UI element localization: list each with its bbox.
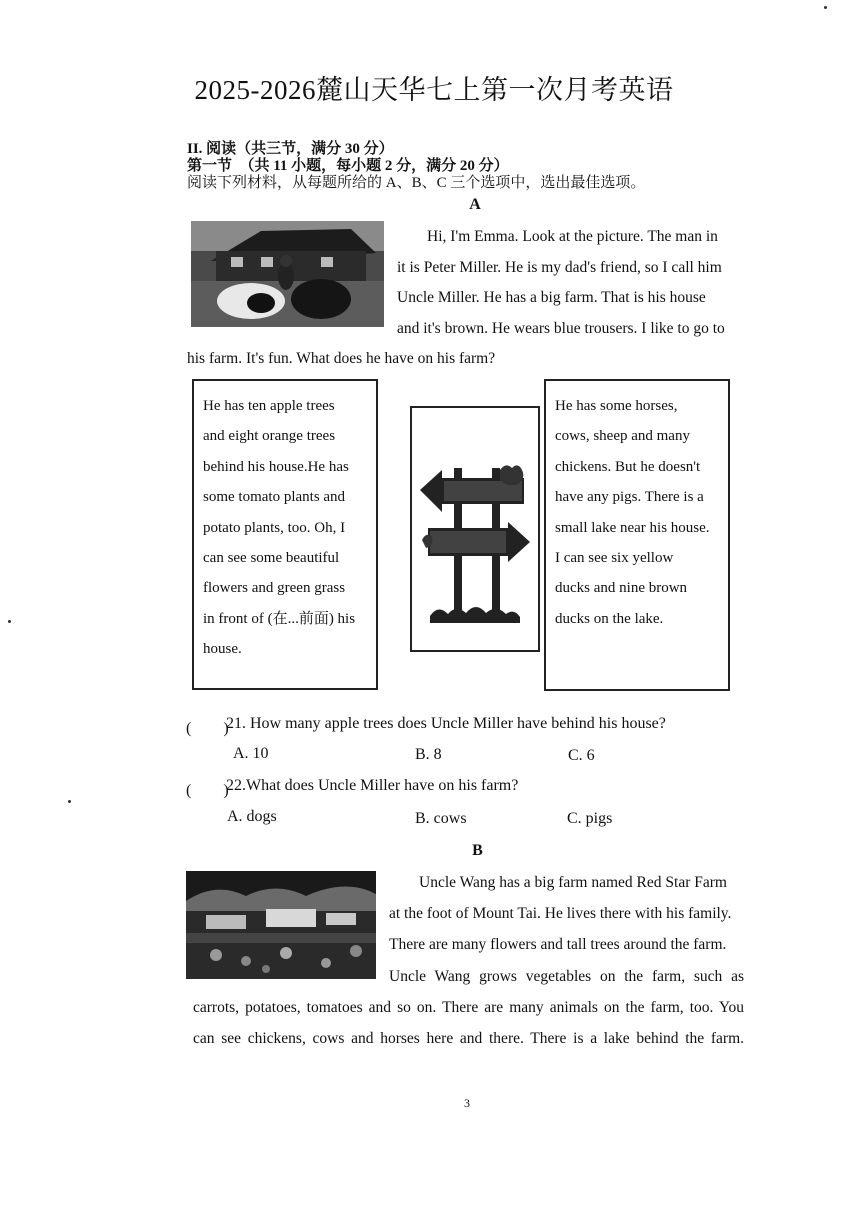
red-star-farm-photo: [186, 871, 376, 979]
right-box-line: ducks on the lake.: [555, 610, 664, 627]
section-heading: II. 阅读（共三节，满分 30 分）: [187, 141, 394, 157]
q21-option-b[interactable]: B. 8: [415, 746, 442, 763]
scan-speck: [68, 800, 71, 803]
left-box-line: He has ten apple trees: [203, 398, 335, 414]
left-box-line: house.: [203, 641, 242, 658]
left-box-line: some tomato plants and: [203, 489, 346, 506]
left-box-line: potato plants, too. Oh, I: [203, 519, 346, 536]
right-box-line: small lake near his house.: [555, 519, 710, 536]
passage-a-line-4: and it's brown. He wears blue trousers. I like to go to: [397, 320, 725, 337]
passage-b-line-1: Uncle Wang has a big farm named Red Star Farm: [419, 874, 727, 891]
passage-b-label: B: [472, 842, 483, 859]
right-box-line: I can see six yellow: [555, 550, 674, 567]
left-box-line: behind his house.He has: [203, 458, 349, 475]
passage-b-line-2: at the foot of Mount Tai. He lives there with his family.: [389, 905, 732, 922]
passage-b-line-5: carrots, potatoes, tomatoes and so on. There are many animals on the farm, too. You: [193, 999, 744, 1016]
passage-b-line-3: There are many flowers and tall trees around the farm.: [389, 936, 727, 953]
signpost-picture: [410, 406, 540, 652]
q22-option-b[interactable]: B. cows: [415, 810, 467, 827]
passage-a-label: A: [469, 196, 481, 213]
q22-option-c[interactable]: C. pigs: [567, 810, 613, 827]
part-heading: 第一节 （共 11 小题，每小题 2 分，满分 20 分）: [187, 158, 509, 174]
instruction: 阅读下列材料，从每题所给的 A、B、C 三个选项中，选出最佳选项。: [187, 175, 646, 191]
scan-speck: [824, 6, 827, 9]
right-box-line: He has some horses,: [555, 398, 678, 414]
right-box-line: have any pigs. There is a: [555, 489, 704, 506]
left-box-line: and eight orange trees: [203, 428, 336, 445]
right-box-line: ducks and nine brown: [555, 580, 688, 597]
question-21-stem: 21. How many apple trees does Uncle Miller have behind his house?: [226, 715, 666, 732]
scan-speck: [8, 620, 11, 623]
left-box-line: in front of (在...前面) his: [203, 610, 356, 627]
answer-blank-21[interactable]: ( ): [186, 720, 229, 737]
left-info-box: [192, 379, 378, 690]
right-info-box: [544, 379, 730, 691]
page-number: 3: [464, 1096, 470, 1110]
right-box-line: cows, sheep and many: [555, 428, 690, 445]
left-box-line: flowers and green grass: [203, 580, 346, 597]
q22-option-a[interactable]: A. dogs: [227, 808, 277, 825]
passage-a-line-2: it is Peter Miller. He is my dad's friend, so I call him: [397, 259, 722, 276]
passage-a-line-3: Uncle Miller. He has a big farm. That is his house: [397, 289, 706, 306]
farm-photo: [191, 221, 384, 327]
passage-a-line-1: Hi, I'm Emma. Look at the picture. The man in: [427, 228, 718, 245]
passage-b-line-6: can see chickens, cows and horses here and there. There is a lake behind the farm.: [193, 1030, 744, 1047]
page-title: 2025-2026麓山天华七上第一次月考英语: [194, 75, 674, 105]
left-box-line: can see some beautiful: [203, 550, 340, 567]
passage-a-line-5: his farm. It's fun. What does he have on his farm?: [187, 350, 496, 367]
right-box-line: chickens. But he doesn't: [555, 458, 701, 475]
passage-b-line-4: Uncle Wang grows vegetables on the farm, such as: [389, 968, 744, 985]
q21-option-c[interactable]: C. 6: [568, 747, 595, 764]
question-22-stem: 22.What does Uncle Miller have on his farm?: [226, 777, 519, 794]
q21-option-a[interactable]: A. 10: [233, 745, 269, 762]
answer-blank-22[interactable]: ( ): [186, 782, 229, 799]
